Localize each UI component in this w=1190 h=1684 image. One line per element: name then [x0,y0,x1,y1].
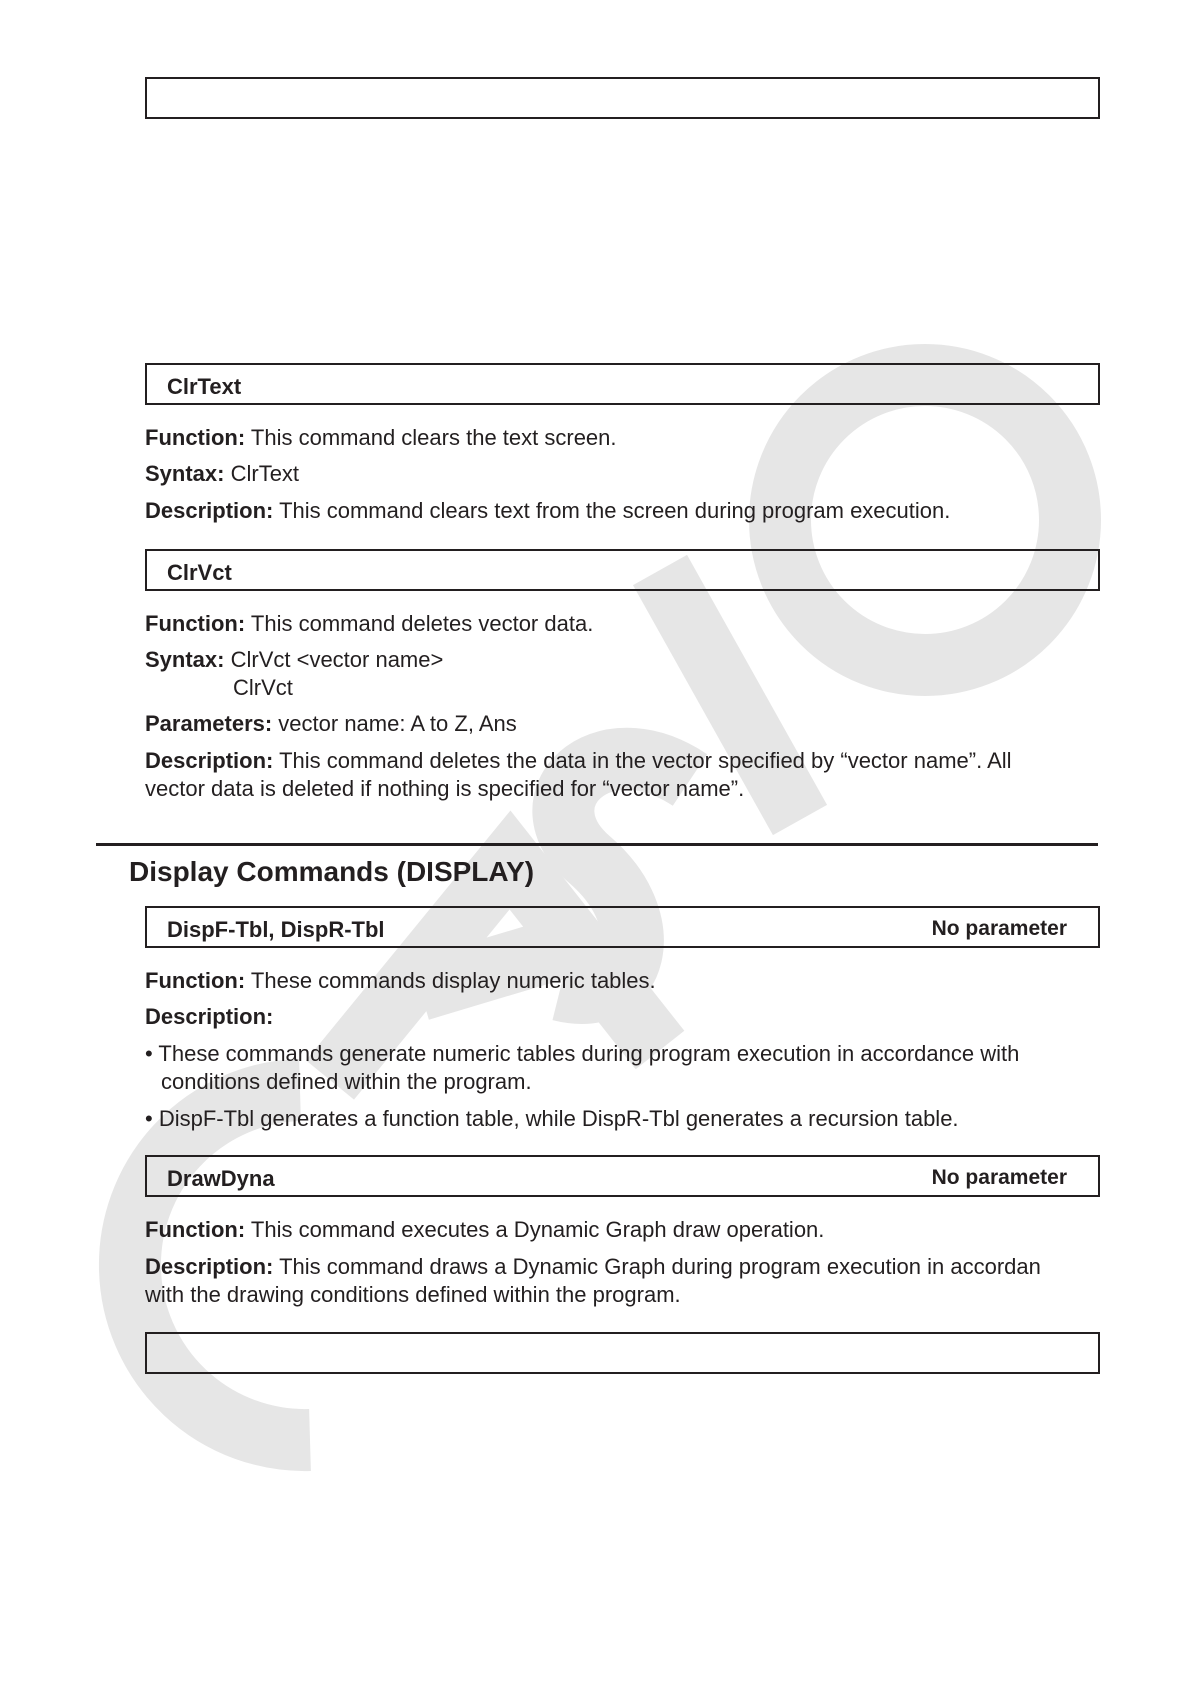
clrvct-syntax-line-2: ClrVct [233,675,293,700]
dispf-bullet-1-line-2: conditions defined within the program. [161,1069,532,1094]
dispf-header-box [145,906,1100,948]
dispf-function: Function: These commands display numeric tables. [145,968,656,993]
clrvct-description: Description: This command deletes the data in the vector specified by “vector name”. All [145,748,1012,773]
dispf-param-label: No parameter [931,917,1067,940]
clrvct-command-name: ClrVct [167,560,232,585]
empty-command-box-bottom [145,1332,1100,1374]
clrvct-parameters: Parameters: vector name: A to Z, Ans [145,711,517,736]
drawdyna-function: Function: This command executes a Dynamic Graph draw operation. [145,1217,825,1242]
drawdyna-description-line-2: with the drawing conditions defined within the program. [145,1282,681,1307]
dispf-description-label: Description: [145,1004,274,1029]
clrvct-syntax: Syntax: ClrVct <vector name> [145,647,444,672]
clrtext-syntax: Syntax: ClrText [145,461,300,486]
clrtext-function: Function: This command clears the text screen. [145,425,617,450]
drawdyna-param-label: No parameter [931,1166,1067,1189]
empty-command-box-top [145,77,1100,119]
clrvct-description-line-2: vector data is deleted if nothing is specified for “vector name”. [145,776,745,801]
clrtext-header-box [145,363,1100,405]
dispf-bullet-2: • DispF-Tbl generates a function table, while DispR-Tbl generates a recursion table. [145,1106,959,1131]
dispf-command-name: DispF-Tbl, DispR-Tbl [167,917,385,942]
clrvct-function: Function: This command deletes vector data. [145,611,594,636]
clrtext-description: Description: This command clears text from the screen during program execution. [145,498,951,523]
drawdyna-description: Description: This command draws a Dynamic Graph during program execution in accordan [145,1254,1041,1279]
section-divider [96,843,1098,846]
section-title: Display Commands (DISPLAY) [129,856,535,887]
drawdyna-command-name: DrawDyna [167,1166,275,1191]
clrvct-header-box [145,549,1100,591]
drawdyna-header-box [145,1155,1100,1197]
dispf-bullet-1: • These commands generate numeric tables during program execution in accordance with [145,1041,1020,1066]
clrtext-command-name: ClrText [167,374,242,399]
